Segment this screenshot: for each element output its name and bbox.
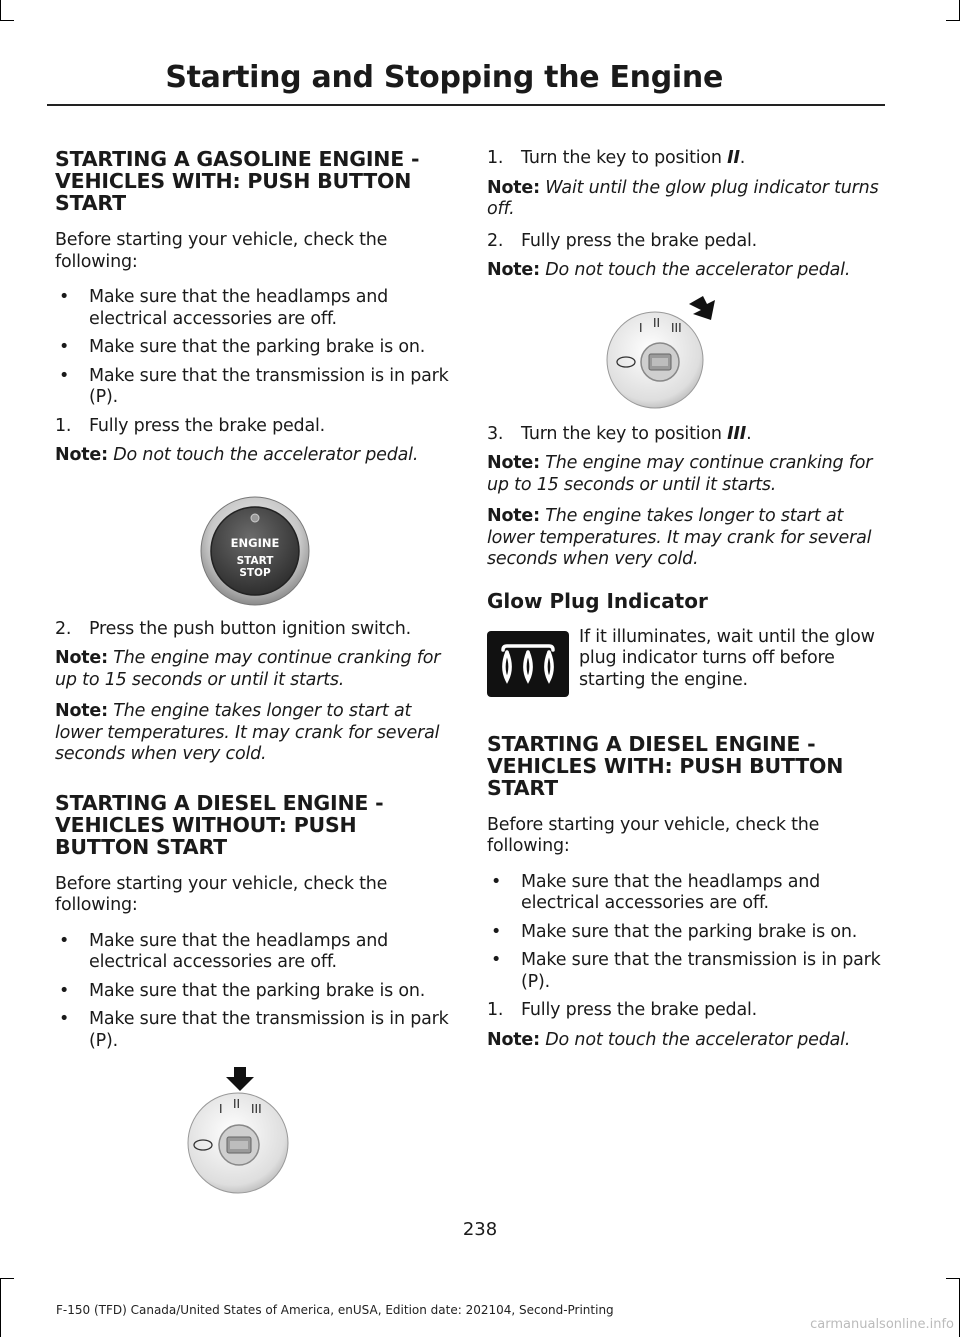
bullet-mark: • [491, 950, 502, 970]
crop-mark [0, 1278, 14, 1279]
list-item: • Make sure that the headlamps and electrical accessories are off. [487, 872, 881, 915]
svg-text:I: I [639, 320, 643, 335]
button-label-engine: ENGINE [230, 535, 280, 550]
note: Note: Do not touch the accelerator pedal. [487, 260, 851, 280]
section-heading-diesel-without-push-button: STARTING A DIESEL ENGINE - VEHICLES WITHOUT: PUSH BUTTON START [55, 790, 384, 859]
step-item: 2. Fully press the brake pedal. [487, 230, 758, 251]
note: Note: Do not touch the accelerator pedal. [487, 1029, 851, 1050]
button-label-start: START [236, 554, 274, 567]
list-item: • Make sure that the parking brake is on. [55, 981, 449, 1003]
note: Note: Wait until the glow plug indicator turns off. [487, 177, 879, 219]
left-column [55, 148, 449, 1199]
svg-text:III: III [251, 1102, 262, 1116]
arrow-diagonal-icon [689, 296, 715, 320]
svg-text:III: III [671, 320, 682, 335]
ignition-switch-icon [175, 1065, 305, 1195]
intro-text: Before starting your vehicle, check the following: [487, 814, 820, 856]
bullet-mark: • [59, 1009, 70, 1029]
step-item: 3. Turn the key to position III. [487, 423, 752, 444]
svg-text:II: II [653, 315, 661, 330]
bullet-mark: • [59, 365, 70, 386]
list-item: • Make sure that the transmission is in park (P). [55, 366, 449, 409]
page-header-title: Starting and Stopping the Engine [165, 60, 723, 95]
ignition-key-position-iii-figure [487, 292, 881, 424]
list-item: • Make sure that the parking brake is on. [55, 337, 449, 359]
section-heading-diesel-with-push-button: STARTING A DIESEL ENGINE - VEHICLES WITH: PUSH BUTTON START [487, 731, 844, 800]
note: Note: The engine may continue cranking for up to 15 seconds or until it starts. [487, 453, 873, 495]
list-item: • Make sure that the transmission is in park (P). [55, 1009, 449, 1052]
bullet-mark: • [59, 337, 70, 357]
arrow-down-icon [226, 1067, 254, 1091]
step-item: 2. Press the push button ignition switch. [55, 618, 411, 639]
note: Note: The engine takes longer to start at lower temperatures. It may crank for several seconds when very cold. [55, 701, 440, 764]
list-item: • Make sure that the headlamps and electrical accessories are off. [55, 931, 449, 974]
footer-edition-info: F-150 (TFD) Canada/United States of America, enUSA, Edition date: 202104, Second-Printing [56, 1303, 614, 1317]
bullet-mark: • [491, 921, 502, 942]
crop-mark [946, 20, 960, 21]
crop-mark [946, 1278, 960, 1279]
bullet-mark: • [59, 287, 70, 307]
section-heading-glow-plug: Glow Plug Indicator [487, 588, 708, 613]
bullet-mark: • [59, 930, 70, 951]
step-item: 1. Fully press the brake pedal. [55, 415, 326, 436]
svg-text:II: II [233, 1097, 241, 1111]
crop-mark [0, 20, 14, 21]
intro-text: Before starting your vehicle, check the following: [55, 230, 388, 272]
engine-start-stop-button-figure [55, 477, 449, 619]
glow-plug-description: If it illuminates, wait until the glow plug indicator turns off before starting the engine. [579, 626, 875, 690]
step-item: 1. Fully press the brake pedal. [487, 1000, 758, 1020]
note: Note: The engine may continue cranking for up to 15 seconds or until it starts. [55, 648, 441, 690]
intro-text: Before starting your vehicle, check the following: [55, 873, 388, 915]
engine-start-button-icon [199, 491, 311, 613]
note: Note: The engine takes longer to start at lower temperatures. It may crank for several seconds when very cold. [487, 506, 872, 569]
list-item: • Make sure that the transmission is in park (P). [487, 950, 881, 993]
header-divider [47, 104, 885, 106]
crop-mark [0, 0, 1, 20]
list-item: • Make sure that the parking brake is on. [487, 922, 881, 944]
note: Note: Do not touch the accelerator pedal. [55, 445, 419, 465]
ignition-key-position-ii-figure [55, 1059, 449, 1199]
svg-text:I: I [219, 1102, 223, 1116]
ignition-switch-icon [605, 294, 745, 414]
list-item: • Make sure that the headlamps and electrical accessories are off. [55, 287, 449, 330]
bullet-mark: • [491, 871, 502, 892]
watermark: carmanualsonline.info [810, 1317, 954, 1332]
glow-plug-indicator-icon [487, 631, 569, 697]
page-number: 238 [462, 1219, 498, 1240]
bullet-mark: • [59, 980, 70, 1001]
right-column [487, 148, 881, 1061]
glow-plug-indicator-row [487, 627, 881, 697]
section-heading-gasoline-push-button: STARTING A GASOLINE ENGINE - VEHICLES WITH: PUSH BUTTON START [55, 147, 420, 215]
crop-mark [0, 1279, 1, 1337]
step-item: 1. Turn the key to position II. [487, 148, 746, 168]
button-label-stop: STOP [239, 566, 271, 579]
